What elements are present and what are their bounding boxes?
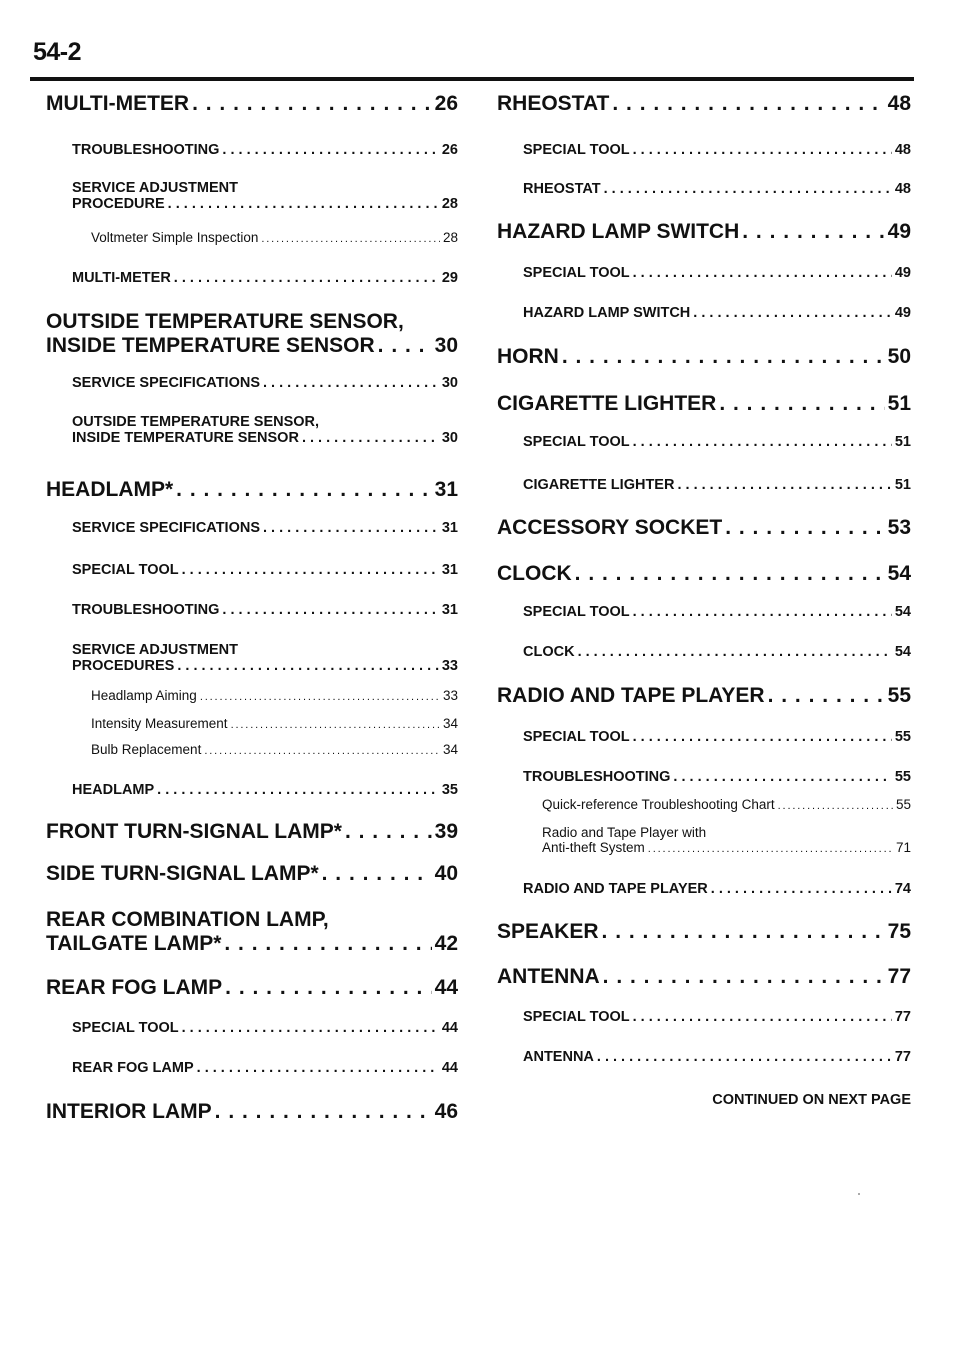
toc-entry-page-number: 55 (895, 797, 911, 812)
dot-leader (176, 478, 431, 502)
toc-entry-label-line1: SERVICE ADJUSTMENT (72, 642, 238, 658)
dot-leader (302, 430, 439, 446)
dot-leader (575, 562, 885, 586)
dot-leader (633, 142, 892, 158)
toc-entry-page-number: 77 (894, 1009, 911, 1025)
dot-leader (231, 719, 440, 731)
toc-entry-label: SPECIAL TOOL (72, 1020, 179, 1036)
dot-leader (378, 334, 432, 358)
toc-entry[interactable] (497, 516, 911, 540)
toc-entry-label-line1: OUTSIDE TEMPERATURE SENSOR, (46, 310, 404, 333)
dot-leader (204, 745, 440, 757)
toc-entry-page-number: 49 (894, 265, 911, 281)
toc-entry-label: ANTENNA (523, 1049, 594, 1065)
toc-entry[interactable] (497, 825, 911, 855)
toc-entry-label: HEADLAMP (72, 782, 155, 798)
toc-entry-page-number: 44 (441, 1020, 458, 1036)
toc-entry-page-number: 31 (441, 520, 458, 536)
toc-entry-label: Anti-theft System (542, 840, 645, 855)
toc-entry-page-number: 53 (887, 516, 911, 539)
toc-entry[interactable] (46, 716, 458, 731)
toc-entry-label: Quick-reference Troubleshooting Chart (542, 797, 775, 812)
toc-entry-page-number: 44 (434, 976, 458, 999)
toc-entry[interactable] (46, 742, 458, 757)
toc-entry[interactable] (46, 1100, 458, 1124)
toc-entry-label: SPECIAL TOOL (523, 729, 630, 745)
toc-entry-label: HEADLAMP* (46, 478, 174, 501)
toc-entry-page-number: 77 (887, 965, 911, 988)
toc-entry-label: RHEOSTAT (523, 181, 601, 197)
toc-entry-page-number: 46 (434, 1100, 458, 1123)
toc-entry-label: SIDE TURN-SIGNAL LAMP* (46, 862, 319, 885)
toc-entry-label: HAZARD LAMP SWITCH (497, 220, 740, 243)
scan-speck (858, 1193, 860, 1195)
toc-entry-page-number: 30 (441, 375, 458, 391)
toc-entry-page-number: 51 (894, 477, 911, 493)
toc-entry[interactable] (497, 684, 911, 708)
toc-entry-label: CIGARETTE LIGHTER (523, 477, 675, 493)
toc-entry[interactable] (46, 1060, 458, 1076)
toc-entry[interactable] (46, 862, 458, 886)
toc-entry[interactable] (497, 305, 911, 321)
header-rule (30, 77, 914, 81)
dot-leader (693, 305, 892, 321)
toc-entry-label: REAR FOG LAMP (72, 1060, 194, 1076)
toc-entry-page-number: 31 (441, 602, 458, 618)
dot-leader (224, 932, 431, 956)
toc-entry[interactable] (497, 769, 911, 785)
dot-leader (677, 477, 891, 493)
toc-entry-label: Voltmeter Simple Inspection (91, 230, 259, 245)
toc-entry-label: INTERIOR LAMP (46, 1100, 212, 1123)
continued-note: CONTINUED ON NEXT PAGE (712, 1092, 911, 1108)
toc-entry[interactable] (497, 797, 911, 812)
toc-entry-page-number: 55 (887, 684, 911, 707)
toc-entry-label: Headlamp Aiming (91, 688, 197, 703)
toc-entry-label: TAILGATE LAMP* (46, 932, 222, 955)
dot-leader (603, 965, 885, 989)
toc-entry-page-number: 26 (441, 142, 458, 158)
dot-leader (225, 976, 431, 1000)
dot-leader (222, 602, 438, 618)
toc-entry-page-number: 71 (895, 840, 911, 855)
dot-leader (168, 196, 439, 212)
toc-entry[interactable] (497, 265, 911, 281)
dot-leader (200, 691, 440, 703)
toc-entry-label: HORN (497, 345, 559, 368)
dot-leader (633, 604, 892, 620)
dot-leader (612, 92, 884, 116)
toc-entry[interactable] (497, 644, 911, 660)
toc-entry-label: CLOCK (523, 644, 575, 660)
toc-entry-label: MULTI-METER (46, 92, 190, 115)
toc-entry[interactable] (497, 220, 911, 244)
toc-entry[interactable] (497, 965, 911, 989)
toc-entry-page-number: 34 (442, 716, 458, 731)
toc-entry-page-number: 33 (442, 688, 458, 703)
dot-leader (778, 800, 893, 812)
toc-entry[interactable] (46, 92, 458, 116)
toc-entry-page-number: 48 (894, 142, 911, 158)
toc-entry-page-number: 30 (434, 334, 458, 357)
toc-entry-label: CLOCK (497, 562, 572, 585)
toc-entry-label: ANTENNA (497, 965, 600, 988)
toc-entry[interactable] (497, 181, 911, 197)
toc-entry[interactable] (46, 375, 458, 391)
toc-entry-page-number: 35 (441, 782, 458, 798)
toc-entry-label-line1: OUTSIDE TEMPERATURE SENSOR, (72, 414, 320, 430)
dot-leader (604, 181, 892, 197)
toc-entry[interactable] (46, 270, 458, 286)
dot-leader (648, 843, 893, 855)
toc-entry[interactable] (46, 414, 458, 446)
toc-entry-label: SPECIAL TOOL (523, 604, 630, 620)
toc-entry-page-number: 74 (894, 881, 911, 897)
toc-entry-page-number: 26 (434, 92, 458, 115)
toc-entry-label: TROUBLESHOOTING (72, 142, 220, 158)
dot-leader (768, 684, 885, 708)
toc-entry[interactable] (46, 520, 458, 536)
toc-entry-label: RHEOSTAT (497, 92, 610, 115)
dot-leader (742, 220, 884, 244)
toc-entry-label: RADIO AND TAPE PLAYER (497, 684, 765, 707)
toc-entry-page-number: 31 (441, 562, 458, 578)
toc-entry[interactable] (497, 392, 911, 416)
page-number: 54-2 (33, 38, 82, 66)
dot-leader (263, 375, 439, 391)
toc-entry-page-number: 31 (434, 478, 458, 501)
toc-entry[interactable] (497, 345, 911, 369)
dot-leader (322, 862, 432, 886)
toc-entry[interactable] (46, 310, 458, 358)
toc-entry-label: ACCESSORY SOCKET (497, 516, 723, 539)
dot-leader (345, 820, 432, 844)
toc-entry[interactable] (46, 688, 458, 703)
toc-entry-label: Intensity Measurement (91, 716, 228, 731)
toc-entry[interactable] (497, 434, 911, 450)
toc-entry-label: SERVICE SPECIFICATIONS (72, 520, 260, 536)
toc-entry-label: REAR FOG LAMP (46, 976, 223, 999)
toc-entry-label: SPEAKER (497, 920, 599, 943)
toc-entry-label: PROCEDURES (72, 658, 175, 674)
toc-entry-label: TROUBLESHOOTING (72, 602, 220, 618)
toc-entry-label: Bulb Replacement (91, 742, 202, 757)
dot-leader (597, 1049, 892, 1065)
toc-entry[interactable] (497, 729, 911, 745)
dot-leader (673, 769, 891, 785)
toc-entry[interactable] (46, 908, 458, 956)
toc-entry[interactable] (46, 820, 458, 844)
dot-leader (215, 1100, 432, 1124)
toc-entry-page-number: 42 (434, 932, 458, 955)
toc-entry-page-number: 75 (887, 920, 911, 943)
toc-entry-label: INSIDE TEMPERATURE SENSOR (46, 334, 375, 357)
toc-entry[interactable] (497, 142, 911, 158)
dot-leader (157, 782, 439, 798)
toc-entry-page-number: 48 (894, 181, 911, 197)
toc-entry[interactable] (46, 1020, 458, 1036)
toc-entry-page-number: 54 (894, 604, 911, 620)
toc-entry[interactable] (46, 180, 458, 212)
dot-leader (602, 920, 885, 944)
toc-entry-page-number: 34 (442, 742, 458, 757)
toc-entry-label: SPECIAL TOOL (523, 142, 630, 158)
toc-entry-page-number: 77 (894, 1049, 911, 1065)
toc-entry-page-number: 51 (894, 434, 911, 450)
dot-leader (222, 142, 438, 158)
dot-leader (263, 520, 439, 536)
toc-entry[interactable] (46, 562, 458, 578)
dot-leader (719, 392, 884, 416)
toc-entry-page-number: 54 (887, 562, 911, 585)
toc-entry-page-number: 49 (887, 220, 911, 243)
toc-entry-page-number: 28 (442, 230, 458, 245)
toc-entry[interactable] (497, 1049, 911, 1065)
toc-entry-page-number: 54 (894, 644, 911, 660)
dot-leader (711, 881, 892, 897)
toc-entry-page-number: 51 (887, 392, 911, 415)
dot-leader (197, 1060, 439, 1076)
toc-entry-page-number: 50 (887, 345, 911, 368)
toc-entry[interactable] (46, 976, 458, 1000)
toc-entry-label: PROCEDURE (72, 196, 165, 212)
dot-leader (633, 1009, 892, 1025)
toc-entry[interactable] (46, 478, 458, 502)
toc-entry-page-number: 55 (894, 729, 911, 745)
dot-leader (633, 265, 892, 281)
toc-entry-label: HAZARD LAMP SWITCH (523, 305, 691, 321)
toc-entry-label: RADIO AND TAPE PLAYER (523, 881, 708, 897)
toc-entry-page-number: 33 (441, 658, 458, 674)
dot-leader (725, 516, 884, 540)
toc-entry-label: MULTI-METER (72, 270, 171, 286)
dot-leader (633, 729, 892, 745)
toc-entry[interactable] (497, 604, 911, 620)
dot-leader (174, 270, 439, 286)
toc-entry-label: SPECIAL TOOL (72, 562, 179, 578)
toc-entry[interactable] (497, 562, 911, 586)
toc-entry[interactable] (497, 920, 911, 944)
dot-leader (562, 345, 885, 369)
toc-entry-label-line1: REAR COMBINATION LAMP, (46, 908, 329, 931)
dot-leader (177, 658, 439, 674)
toc-entry-page-number: 44 (441, 1060, 458, 1076)
toc-entry-page-number: 48 (887, 92, 911, 115)
toc-entry-label: INSIDE TEMPERATURE SENSOR (72, 430, 299, 446)
toc-entry[interactable] (46, 602, 458, 618)
toc-entry-label: SPECIAL TOOL (523, 1009, 630, 1025)
toc-entry[interactable] (497, 92, 911, 116)
dot-leader (182, 562, 439, 578)
toc-entry[interactable] (46, 230, 458, 245)
dot-leader (182, 1020, 439, 1036)
dot-leader (633, 434, 892, 450)
toc-entry[interactable] (46, 642, 458, 674)
toc-entry[interactable] (46, 782, 458, 798)
toc-entry-page-number: 55 (894, 769, 911, 785)
toc-entry-label: CIGARETTE LIGHTER (497, 392, 717, 415)
toc-entry-page-number: 40 (434, 862, 458, 885)
toc-entry-label-line1: Radio and Tape Player with (542, 825, 707, 840)
toc-entry-page-number: 29 (441, 270, 458, 286)
toc-entry-label: SERVICE SPECIFICATIONS (72, 375, 260, 391)
toc-entry[interactable] (497, 477, 911, 493)
toc-entry-page-number: 39 (434, 820, 458, 843)
toc-entry-label: TROUBLESHOOTING (523, 769, 671, 785)
toc-entry-page-number: 30 (441, 430, 458, 446)
toc-entry-page-number: 28 (441, 196, 458, 212)
toc-entry-label-line1: SERVICE ADJUSTMENT (72, 180, 238, 196)
toc-entry[interactable] (497, 881, 911, 897)
toc-entry-label: SPECIAL TOOL (523, 434, 630, 450)
toc-entry[interactable] (497, 1009, 911, 1025)
dot-leader (192, 92, 432, 116)
toc-entry-label: SPECIAL TOOL (523, 265, 630, 281)
toc-entry-page-number: 49 (894, 305, 911, 321)
toc-entry-label: FRONT TURN-SIGNAL LAMP* (46, 820, 342, 843)
toc-entry[interactable] (46, 142, 458, 158)
dot-leader (578, 644, 892, 660)
dot-leader (261, 233, 440, 245)
